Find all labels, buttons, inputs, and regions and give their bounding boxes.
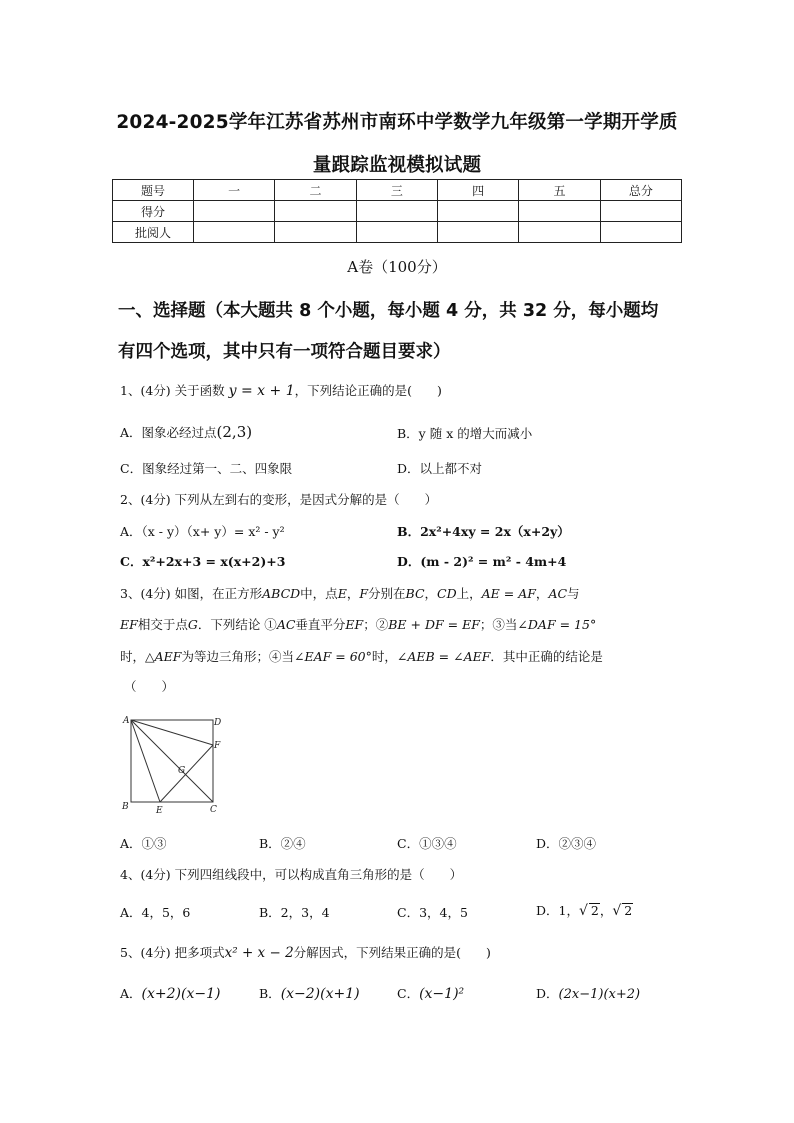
header-cell: 二 [275, 180, 356, 201]
q3-text: 中，点 [300, 586, 338, 601]
exam-title-line-1: 2024-2025学年江苏省苏州市南环中学数学九年级第一学期开学质 [116, 112, 678, 133]
q4-option-d: D．1，√ 2，√ 2 [536, 903, 633, 919]
label-e: E [156, 806, 163, 816]
q1-stem-text: 1、(4分) 关于函数 [120, 383, 225, 398]
row-label: 得分 [113, 201, 194, 222]
score-cell [275, 201, 356, 222]
score-row [113, 201, 682, 222]
score-table-header-row [113, 180, 682, 201]
q3-segment-ac: AC [276, 617, 296, 632]
header-cell: 四 [437, 180, 518, 201]
q3-text: 相交于点 [137, 617, 188, 632]
q3-text: 时， [120, 649, 146, 664]
q3-angle-equality: ∠AEB = ∠AEF [396, 649, 491, 664]
question-3-answer-blank: （ ） [124, 679, 175, 694]
label-c: C [210, 805, 217, 815]
header-cell: 一 [194, 180, 275, 201]
q3-angle-eaf: ∠EAF = 60° [293, 649, 372, 664]
q5-option-a-expr: (x+2)(x−1) [141, 986, 221, 1002]
reviewer-cell [356, 222, 437, 243]
header-cell: 总分 [600, 180, 681, 201]
q5-polynomial: x² + x − 2 [224, 945, 294, 961]
q5-option-c-expr: (x−1)² [419, 986, 465, 1002]
q1-option-d: D．以上都不对 [397, 461, 483, 476]
q5-option-c [397, 984, 464, 1002]
question-4-stem: 4、(4分) 下列四组线段中，可以构成直角三角形的是（ ） [120, 867, 463, 882]
q5-option-d [536, 984, 640, 1002]
q2-option-c: C．x²+2x+3 = x(x+2)+3 [120, 554, 286, 569]
q4-option-d-radicand-2: 2 [624, 903, 633, 918]
q4-option-d-text: ， [599, 903, 613, 918]
question-1-stem [120, 381, 442, 399]
q5-option-label: C． [397, 986, 420, 1001]
reviewer-cell [600, 222, 681, 243]
q3-text: ， [346, 586, 360, 601]
q3-point-f: F [359, 586, 369, 601]
q3-triangle-aef: △AEF [145, 649, 182, 664]
q3-text: 垂直平分 [295, 617, 346, 632]
q5-option-b-expr: (x−2)(x+1) [280, 986, 360, 1002]
q3-option-a: A．①③ [120, 836, 167, 851]
q3-option-d: D．②③④ [536, 836, 597, 851]
question-3-line-2 [120, 615, 596, 633]
score-cell [519, 201, 600, 222]
q3-condition-ae-af: AE = AF [481, 586, 536, 601]
score-table [112, 179, 682, 243]
q3-text: 为等边三角形；④当 [181, 649, 294, 664]
q5-stem-text: 5、(4分) 把多项式 [120, 945, 225, 960]
question-3-line-1 [120, 584, 580, 602]
q1-option-a-point: (2,3) [216, 423, 253, 441]
q3-text: 与 [567, 586, 580, 601]
header-cell: 题号 [113, 180, 194, 201]
q2-option-b: B．2x²+4xy = 2x（x+2y） [397, 524, 570, 539]
score-cell [437, 201, 518, 222]
q3-text: ．其中正确的结论是 [490, 649, 603, 664]
q2-option-d: D．(m - 2)² = m² - 4m+4 [397, 554, 567, 569]
label-g: G [178, 766, 186, 776]
q5-option-d-expr: (2x−1)(x+2) [558, 987, 641, 1002]
q3-text: ；③当 [479, 617, 518, 632]
reviewer-row [113, 222, 682, 243]
q5-option-label: D． [536, 986, 559, 1001]
q3-angle-daf: ∠DAF = 15° [517, 617, 597, 632]
reviewer-cell [437, 222, 518, 243]
reviewer-cell [519, 222, 600, 243]
q1-option-a [120, 423, 252, 441]
q3-text: 分别在 [368, 586, 406, 601]
q3-text: 时， [371, 649, 397, 664]
part-one-heading-line-2: 有四个选项，其中只有一项符合题目要求） [118, 342, 451, 362]
q3-segment-ef: EF [345, 617, 364, 632]
label-f: F [214, 741, 221, 751]
question-5-stem [120, 943, 491, 961]
q5-option-b [259, 984, 360, 1002]
q3-point-e: E [337, 586, 347, 601]
q1-option-b: B．y 随 x 的增大而减小 [397, 426, 533, 441]
q3-text: 3、(4分) 如图，在正方形 [120, 586, 263, 601]
score-cell [356, 201, 437, 222]
q1-formula: y = x + 1 [228, 383, 295, 399]
q3-text: ；② [363, 617, 389, 632]
row-label: 批阅人 [113, 222, 194, 243]
score-cell [600, 201, 681, 222]
segment-ae [131, 720, 160, 802]
q1-option-c: C．图象经过第一、二、四象限 [120, 461, 293, 476]
q4-option-a: A．4，5，6 [120, 905, 191, 920]
reviewer-cell [275, 222, 356, 243]
q1-stem-tail: ，下列结论正确的是( ) [294, 383, 442, 398]
q3-segment-ac: AC [548, 586, 568, 601]
q4-option-d-text: D．1， [536, 903, 579, 918]
label-b: B [122, 802, 129, 812]
q4-option-c: C．3，4，5 [397, 905, 468, 920]
q2-option-a: A．（x - y）（x+ y）= x² - y² [120, 524, 285, 539]
q3-option-c: C．①③④ [397, 836, 457, 851]
question-2-stem: 2、(4分) 下列从左到右的变形，是因式分解的是（ ） [120, 492, 438, 507]
label-d: D [214, 718, 222, 728]
q3-condition-be-df: BE + DF = EF [388, 617, 480, 632]
q3-segment-ef: EF [120, 617, 138, 632]
q3-option-b: B．②④ [259, 836, 306, 851]
q5-option-label: A． [120, 986, 142, 1001]
q3-square-figure [118, 712, 230, 816]
q3-point-g: G [187, 617, 198, 632]
q5-option-a [120, 984, 220, 1002]
exam-title-line-2: 量跟踪监视模拟试题 [312, 155, 482, 176]
q5-option-label: B． [259, 986, 281, 1001]
score-cell [194, 201, 275, 222]
header-cell: 五 [519, 180, 600, 201]
q3-segment-bc: BC [405, 586, 425, 601]
question-3-line-3 [120, 647, 603, 665]
header-cell: 三 [356, 180, 437, 201]
part-one-heading-line-1: 一、选择题（本大题共 8 个小题，每小题 4 分，共 32 分，每小题均 [118, 301, 659, 321]
q4-option-b: B．2，3，4 [259, 905, 330, 920]
q3-segment-cd: CD [437, 586, 457, 601]
q4-option-d-radicand-1: 2 [590, 903, 599, 918]
q3-square-label: ABCD [262, 586, 301, 601]
section-a-heading: A卷（100分） [347, 258, 447, 276]
label-a: A [123, 716, 130, 726]
q3-text: ， [424, 586, 438, 601]
q3-text: ， [535, 586, 549, 601]
q3-text: 上， [456, 586, 482, 601]
q3-text: ．下列结论 ① [197, 617, 277, 632]
reviewer-cell [194, 222, 275, 243]
q1-option-a-text: A．图象必经过点 [120, 425, 217, 440]
q5-stem-tail: 分解因式，下列结果正确的是( ) [293, 945, 491, 960]
